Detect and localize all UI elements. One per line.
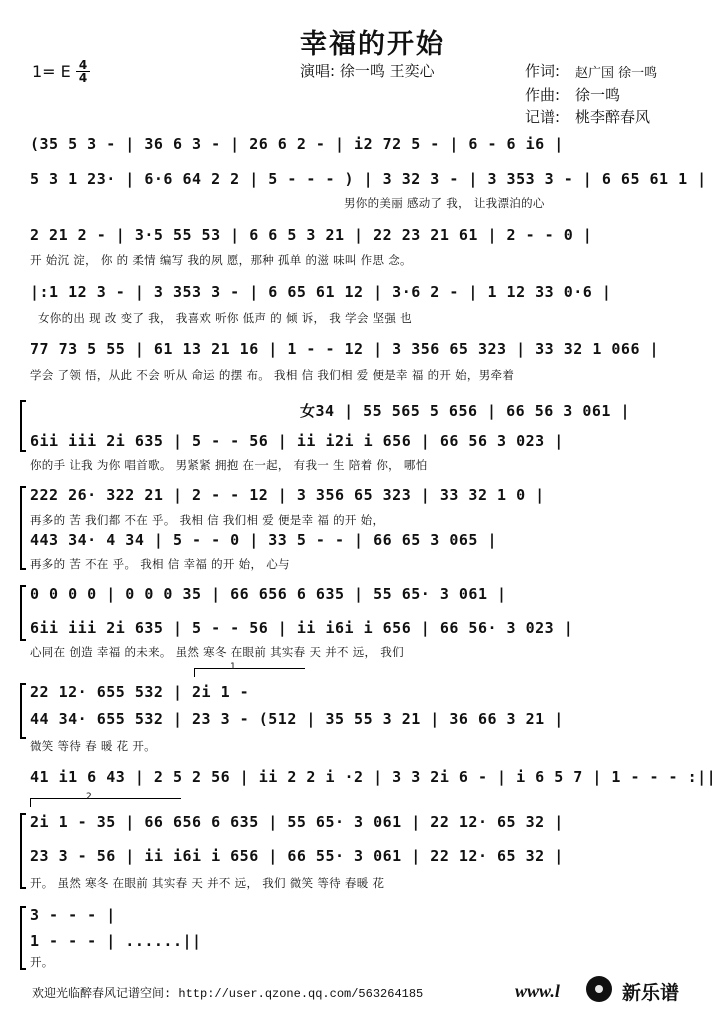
notation-line: 0 0 0 0 | 0 0 0 35 | 66 656 6 635 | 55 65· 3 061 | [30,585,507,603]
notation-line: 443 34· 4 34 | 5 - - 0 | 33 5 - - | 66 65 3 065 | [30,531,498,549]
notation-line: 6ii iii 2i 635 | 5 - - 56 | ii i2i i 656 | 66 56 3 023 | [30,432,564,450]
time-signature-top: 4 [78,58,88,72]
transcriber-label: 记谱: [525,108,561,126]
site-watermark: www.l [515,981,560,1001]
composer: 徐一鸣 [575,86,621,104]
lyricist-label: 作词: [525,62,561,80]
composer-label: 作曲: [525,86,561,104]
notation-line: 77 73 5 55 | 61 13 21 16 | 1 - - 12 | 3 356 65 323 | 33 32 1 066 | [30,340,660,358]
notation-line: 6ii iii 2i 635 | 5 - - 56 | ii i6i i 656 | 66 56· 3 023 | [30,619,574,637]
lyric-line: 再多的 苦 我们都 不在 乎。 我相 信 我们相 爱 便是幸 福 的开 始， [30,513,385,527]
lyric-line: 男你的美丽 感动了 我， 让我漂泊的心 [344,196,545,210]
notation-line: 2 21 2 - | 3·5 55 53 | 6 6 5 3 21 | 22 23 21 61 | 2 - - 0 | [30,226,593,244]
notation-line: 44 34· 655 532 | 23 3 - (512 | 35 55 3 21 | 36 66 3 21 | [30,710,564,728]
staff-brace [20,683,26,739]
notation-line: 41 i1 6 43 | 2 5 2 56 | ii 2 2 i ·2 | 3 3 2i 6 - | i 6 5 7 | 1 - - - :|| [30,768,717,786]
notation-line: 222 26· 322 21 | 2 - - 12 | 3 356 65 323 | 33 32 1 0 | [30,486,545,504]
lyric-line: 再多的 苦 不在 乎。 我相 信 幸福 的开 始， 心与 [30,557,290,571]
notation-line: 女34 | 55 565 5 656 | 66 56 3 061 | [300,402,631,420]
lyric-line: 开 始沉 淀， 你 的 柔情 编写 我的夙 愿，那种 孤单 的滋 味叫 作思 念。 [30,253,412,267]
lyric-line: 开。 虽然 寒冬 在眼前 其实春 天 并不 远， 我们 微笑 等待 春暖 花 [30,876,385,890]
lyric-line: 微笑 等待 春 暖 花 开。 [30,739,156,753]
volta-first [194,668,305,677]
lyric-line: 心同在 创造 幸福 的未来。 虽然 寒冬 在眼前 其实春 天 并不 远， 我们 [30,645,404,659]
key-signature: 1= E [32,62,71,81]
notation-line: 3 - - - | [30,906,116,924]
lyric-line: 学会 了领 悟，从此 不会 听从 命运 的摆 布。 我相 信 我们相 爱 便是幸 福 的开 始，男牵着 [30,368,515,382]
notation-line: |:1 12 3 - | 3 353 3 - | 6 65 61 12 | 3·6 2 - | 1 12 33 0·6 | [30,283,612,301]
footer-text: 欢迎光临醉春风记谱空间: http://user.qzone.qq.com/563264185 [32,987,424,1001]
volta-second [30,798,181,807]
notation-line: 2i 1 - 35 | 66 656 6 635 | 55 65· 3 061 | 22 12· 65 32 | [30,813,564,831]
volta-first-number: 1 [230,662,236,672]
time-signature-bottom: 4 [78,71,88,85]
notation-line: 1 - - - | ......|| [30,932,202,950]
staff-brace [20,906,26,970]
lyric-line: 开。 [30,955,54,969]
lyricist: 赵广国 徐一鸣 [575,66,658,81]
notation-line: 23 3 - 56 | ii i6i i 656 | 66 55· 3 061 | 22 12· 65 32 | [30,847,564,865]
volta-second-number: 2 [86,792,92,802]
lyric-line: 你的手 让我 为你 唱首歌。 男紧紧 拥抱 在一起， 有我一 生 陪着 你， 哪怕 [30,458,428,472]
lyric-line: 女你的出 现 改 变了 我， 我喜欢 听你 低声 的 倾 诉， 我 学会 坚强 也 [38,311,412,325]
staff-brace [20,486,26,570]
site-logo: 新乐谱 [622,982,680,1004]
notation-line: (35 5 3 - | 36 6 3 - | 26 6 2 - | i2 72 5 - | 6 - 6 i6 | [30,135,564,153]
time-signature [76,60,90,83]
notation-line: 22 12· 655 532 | 2i 1 - [30,683,250,701]
staff-brace [20,813,26,889]
music-disc-icon [586,976,612,1002]
singers: 演唱: 徐一鸣 王奕心 [300,62,435,80]
transcriber: 桃李醉春风 [575,108,651,126]
song-title: 幸福的开始 [300,29,445,60]
notation-line: 5 3 1 23· | 6·6 64 2 2 | 5 - - - ) | 3 32 3 - | 3 353 3 - | 6 65 61 1 | [30,170,707,188]
staff-brace [20,400,26,452]
staff-brace [20,585,26,641]
